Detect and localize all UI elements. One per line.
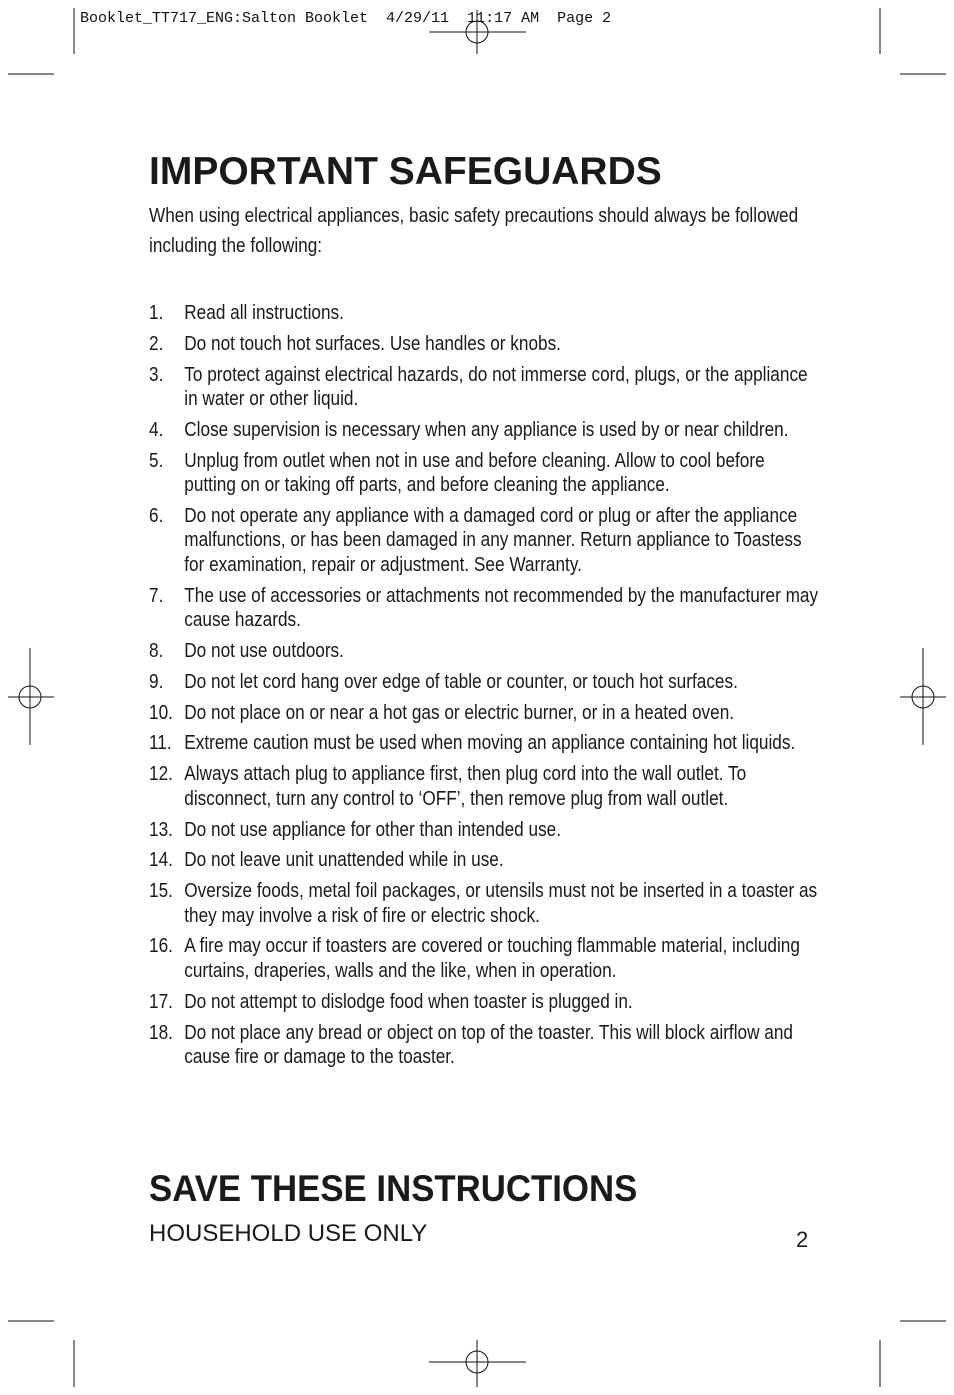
list-item-text: Do not leave unit unattended while in use. bbox=[184, 849, 504, 872]
list-item-text: The use of accessories or attachments not recommended by the manufacturer may cause hazards. bbox=[184, 584, 819, 632]
list-item-number: 10. bbox=[149, 701, 173, 724]
list-item-number: 7. bbox=[149, 584, 164, 607]
list-item-number: 9. bbox=[149, 670, 164, 693]
list-item-number: 3. bbox=[149, 363, 164, 386]
list-item-number: 5. bbox=[149, 449, 164, 472]
list-item-text: Read all instructions. bbox=[184, 302, 344, 324]
list-item-number: 1. bbox=[149, 302, 164, 324]
list-item bbox=[149, 818, 820, 843]
list-item bbox=[149, 584, 820, 633]
list-item-text: Oversize foods, metal foil packages, or utensils must not be inserted in a toaster as they may involve a risk of fire or electric shock. bbox=[184, 880, 818, 927]
list-item bbox=[149, 363, 820, 412]
registration-mark-left bbox=[8, 648, 54, 745]
list-item-number: 13. bbox=[149, 818, 173, 841]
list-item-text: To protect against electrical hazards, do not immerse cord, plugs, or the appliance in water or other liquid. bbox=[184, 363, 808, 411]
list-item bbox=[149, 1021, 820, 1070]
list-item-text: Do not touch hot surfaces. Use handles or knobs. bbox=[184, 332, 561, 355]
list-item-text: Do not operate any appliance with a damaged cord or plug or after the appliance malfunctions, or has been damaged in any manner. Return appliance to Toastess for examination, repair or adjustment. See Warranty. bbox=[184, 504, 802, 576]
list-item bbox=[149, 731, 820, 756]
list-item-text: Do not use outdoors. bbox=[184, 640, 344, 663]
save-instructions-heading: SAVE THESE INSTRUCTIONS bbox=[149, 1168, 638, 1209]
list-item-number: 11. bbox=[149, 732, 172, 755]
list-item-text: Do not let cord hang over edge of table or counter, or touch hot surfaces. bbox=[184, 670, 738, 693]
registration-mark-bottom bbox=[429, 1340, 526, 1387]
safeguards-list bbox=[149, 301, 820, 1076]
list-item-text: Do not use appliance for other than intended use. bbox=[184, 818, 562, 841]
list-item-number: 2. bbox=[149, 332, 164, 355]
list-item-number: 6. bbox=[149, 504, 164, 527]
household-use-label: HOUSEHOLD USE ONLY bbox=[149, 1220, 428, 1247]
list-item-number: 18. bbox=[149, 1021, 173, 1044]
list-item-text: Unplug from outlet when not in use and before cleaning. Allow to cool before putting on or taking off parts, and before cleaning the appliance. bbox=[184, 449, 765, 497]
list-item-text: Do not attempt to dislodge food when toaster is plugged in. bbox=[184, 990, 633, 1013]
intro-paragraph: When using electrical appliances, basic safety precautions should always be followed including the following: bbox=[149, 205, 799, 257]
list-item-number: 17. bbox=[149, 990, 173, 1013]
list-item-text: Always attach plug to appliance first, then plug cord into the wall outlet. To disconnect, turn any control to ‘OFF’, then remove plug from wall outlet. bbox=[184, 763, 747, 810]
list-item bbox=[149, 990, 820, 1015]
list-item-text: Do not place any bread or object on top of the toaster. This will block airflow and cause fire or damage to the toaster. bbox=[184, 1021, 793, 1069]
list-item bbox=[149, 639, 820, 664]
list-item bbox=[149, 701, 820, 726]
page-title: IMPORTANT SAFEGUARDS bbox=[149, 150, 662, 193]
list-item bbox=[149, 762, 820, 811]
list-item-number: 15. bbox=[149, 880, 173, 903]
list-item-text: Close supervision is necessary when any appliance is used by or near children. bbox=[184, 418, 789, 441]
list-item bbox=[149, 848, 820, 873]
print-slug-line: Booklet_TT717_ENG:Salton Booklet 4/29/11 11:17 AM Page 2 bbox=[80, 10, 612, 27]
list-item bbox=[149, 670, 820, 695]
list-item-number: 4. bbox=[149, 418, 164, 441]
list-item bbox=[149, 418, 820, 443]
page-number: 2 bbox=[796, 1227, 809, 1252]
list-item bbox=[149, 879, 820, 928]
list-item bbox=[149, 934, 820, 983]
list-item bbox=[149, 504, 820, 578]
list-item-text: Do not place on or near a hot gas or electric burner, or in a heated oven. bbox=[184, 701, 735, 724]
list-item-number: 16. bbox=[149, 935, 173, 958]
list-item-text: A fire may occur if toasters are covered or touching flammable material, including curtains, draperies, walls and the like, when in operation. bbox=[184, 935, 800, 982]
list-item-number: 14. bbox=[149, 849, 173, 872]
registration-mark-right bbox=[900, 648, 946, 745]
list-item-number: 8. bbox=[149, 640, 164, 663]
list-item bbox=[149, 332, 820, 357]
list-item-number: 12. bbox=[149, 763, 173, 786]
list-item bbox=[149, 301, 820, 326]
list-item bbox=[149, 449, 820, 498]
list-item-text: Extreme caution must be used when moving an appliance containing hot liquids. bbox=[184, 732, 796, 755]
